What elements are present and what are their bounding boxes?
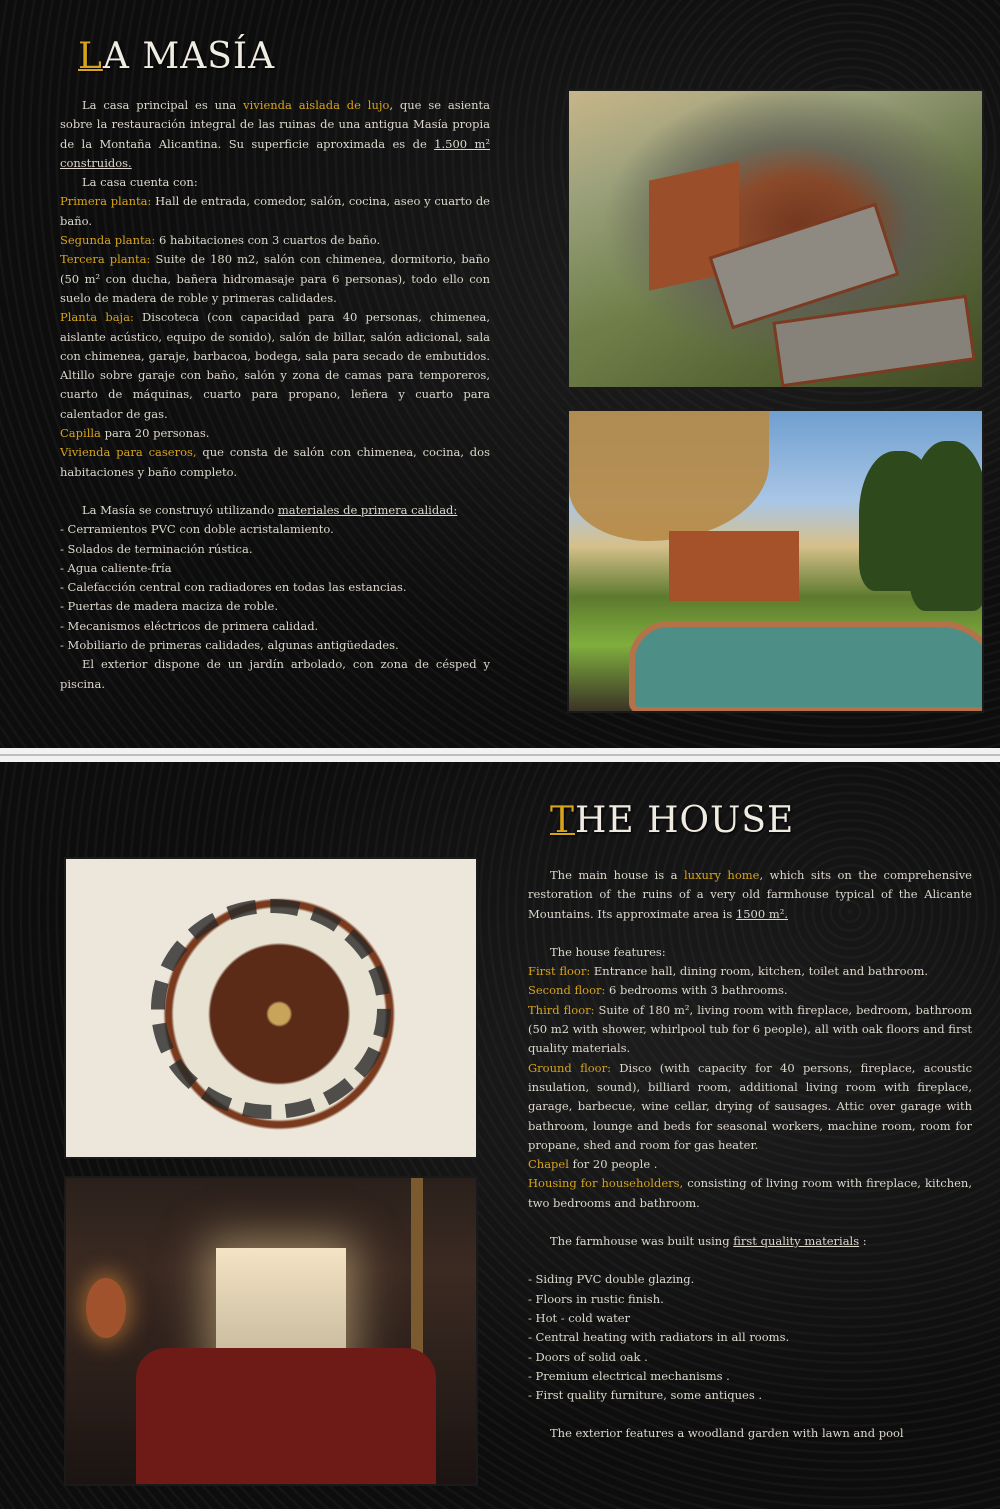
intro-highlight: vivienda aislada de lujo bbox=[243, 98, 390, 112]
intro-text-a: La casa principal es una bbox=[82, 98, 244, 112]
materials-list-item: - Doors of solid oak . bbox=[528, 1349, 648, 1364]
exterior-paragraph: The exterior features a woodland garden with lawn and pool bbox=[550, 1426, 904, 1441]
materials-list-item: - Solados de terminación rústica. bbox=[60, 541, 253, 556]
intro-text-b: , which sits on the comprehensive restoration of the ruins of a very old farmhouse typical of the Alicante Mountains. Its approximate area is bbox=[528, 868, 972, 921]
page-title-la-masia bbox=[78, 36, 275, 77]
materials-colon: : bbox=[859, 1234, 867, 1249]
floor-3-item bbox=[528, 1001, 972, 1059]
spiral-staircase-photo bbox=[64, 857, 478, 1159]
intro-highlight: luxury home bbox=[683, 868, 760, 882]
description-text-es bbox=[60, 96, 490, 694]
materials-text: The farmhouse was built using bbox=[550, 1234, 734, 1249]
area-value: 1.500 m² construidos. bbox=[60, 136, 491, 170]
title-rest: A MASÍA bbox=[102, 36, 276, 77]
materials-list-item: - Siding PVC double glazing. bbox=[528, 1272, 695, 1287]
features-intro: The house features: bbox=[550, 944, 666, 959]
materials-list-item: - Cerramientos PVC con doble acristalamiento. bbox=[60, 522, 334, 537]
materials-underlined: materiales de primera calidad: bbox=[277, 502, 458, 517]
chapel-item bbox=[60, 424, 490, 443]
title-initial: T bbox=[550, 800, 576, 841]
floor-1-item bbox=[528, 962, 972, 981]
intro-text-a: The main house is a bbox=[550, 868, 684, 882]
floor-3-item bbox=[60, 250, 490, 308]
housing-label: Housing for householders, bbox=[528, 1176, 684, 1191]
floor-2-text: 6 habitaciones con 3 cuartos de baño. bbox=[155, 233, 381, 248]
ground-floor-text: Discoteca (con capacidad para 40 personas, chimenea, aislante acústico, equipo de sonido), salón de billar, salón adicional, sala con chimenea, garaje, barbacoa, bodega, sala para secado de embutidos. Altillo sobre garaje con baño, salón y zona de camas para temporeros, cuarto de máquinas, cuarto para propano, leñera y cuarto para calentador de gas. bbox=[60, 310, 490, 421]
page-title-the-house bbox=[550, 800, 794, 841]
floor-1-label: First floor: bbox=[528, 964, 591, 979]
caretaker-item bbox=[60, 443, 490, 482]
intro-paragraph bbox=[528, 866, 972, 924]
floor-3-text: Suite de 180 m2, salón con chimenea, dormitorio, baño (50 m² con ducha, bañera hidromasaje para 6 personas), todo ello con suelo de madera de roble y primeras calidades. bbox=[60, 252, 490, 305]
floor-3-text: Suite of 180 m², living room with fireplace, bedroom, bathroom (50 m2 with shower, whirlpool tub for 6 people), all with oak floors and first quality materials. bbox=[528, 1002, 972, 1056]
floor-1-label: Primera planta: bbox=[60, 194, 152, 209]
chapel-label: Chapel bbox=[528, 1157, 569, 1172]
ground-floor-label: Planta baja: bbox=[60, 310, 134, 325]
title-initial: L bbox=[78, 36, 103, 77]
floor-2-label: Second floor: bbox=[528, 983, 606, 998]
page-divider bbox=[0, 748, 1000, 762]
materials-list-item: - Calefacción central con radiadores en todas las estancias. bbox=[60, 580, 407, 595]
spanish-page bbox=[0, 0, 1000, 748]
housing-text: consisting of living room with fireplace, kitchen, two bedrooms and bathroom. bbox=[528, 1176, 972, 1210]
materials-list-item: - Central heating with radiators in all rooms. bbox=[528, 1330, 790, 1345]
garden-pool-photo bbox=[567, 409, 984, 713]
materials-intro bbox=[60, 501, 490, 520]
caretaker-text: que consta de salón con chimenea, cocina, dos habitaciones y baño completo. bbox=[60, 445, 490, 479]
materials-underlined: first quality materials bbox=[733, 1234, 860, 1249]
materials-list-item: - Mecanismos eléctricos de primera calidad. bbox=[60, 618, 319, 633]
ground-floor-item bbox=[528, 1059, 972, 1155]
floor-3-label: Third floor: bbox=[528, 1002, 595, 1017]
chapel-item bbox=[528, 1155, 972, 1174]
housing-item bbox=[528, 1174, 972, 1213]
materials-intro bbox=[528, 1232, 972, 1251]
floor-3-label: Tercera planta: bbox=[60, 252, 151, 267]
ground-floor-label: Ground floor: bbox=[528, 1060, 611, 1075]
english-page bbox=[0, 762, 1000, 1509]
materials-list-item: - Agua caliente-fría bbox=[60, 560, 172, 575]
materials-list-item: - Puertas de madera maciza de roble. bbox=[60, 599, 278, 614]
chapel-text: for 20 people . bbox=[568, 1157, 658, 1172]
title-rest: HE HOUSE bbox=[575, 800, 795, 841]
ground-floor-item bbox=[60, 308, 490, 424]
materials-list-item: - First quality furniture, some antiques . bbox=[528, 1388, 763, 1403]
area-value: 1500 m². bbox=[735, 906, 789, 921]
materials-text: La Masía se construyó utilizando bbox=[82, 502, 278, 517]
floor-2-text: 6 bedrooms with 3 bathrooms. bbox=[605, 983, 788, 998]
floor-2-item bbox=[60, 231, 490, 250]
bedroom-photo bbox=[64, 1176, 478, 1486]
materials-list-item: - Premium electrical mechanisms . bbox=[528, 1368, 730, 1383]
floor-2-label: Segunda planta: bbox=[60, 233, 156, 248]
floor-1-text: Hall de entrada, comedor, salón, cocina, aseo y cuarto de baño. bbox=[60, 194, 490, 228]
aerial-house-photo bbox=[567, 89, 984, 389]
materials-list-item: - Floors in rustic finish. bbox=[528, 1291, 664, 1306]
floor-1-item bbox=[60, 192, 490, 231]
materials-list-item: - Hot - cold water bbox=[528, 1310, 630, 1325]
caretaker-label: Vivienda para caseros, bbox=[60, 445, 197, 460]
materials-list-item: - Mobiliario de primeras calidades, algunas antigüedades. bbox=[60, 638, 399, 653]
description-text-en bbox=[528, 866, 972, 1444]
chapel-text: para 20 personas. bbox=[100, 426, 210, 441]
features-intro: La casa cuenta con: bbox=[82, 175, 198, 190]
ground-floor-text: Disco (with capacity for 40 persons, fireplace, acoustic insulation, sound), billiard room, additional living room with fireplace, garage, barbecue, wine cellar, drying of sausages. Attic over garage with bathroom, lounge and beds for seasonal workers, machine room, room for propane, shed and room for gas heater. bbox=[528, 1060, 973, 1152]
exterior-paragraph: El exterior dispone de un jardín arbolado, con zona de césped y piscina. bbox=[60, 657, 490, 691]
floor-2-item bbox=[528, 981, 972, 1000]
floor-1-text: Entrance hall, dining room, kitchen, toilet and bathroom. bbox=[590, 964, 929, 979]
chapel-label: Capilla bbox=[60, 426, 101, 441]
intro-text-b: , que se asienta sobre la restauración integral de las ruinas de una antigua Masía propia de la Montaña Alicantina. Su superficie aproximada es de bbox=[60, 98, 490, 151]
intro-paragraph bbox=[60, 96, 490, 173]
